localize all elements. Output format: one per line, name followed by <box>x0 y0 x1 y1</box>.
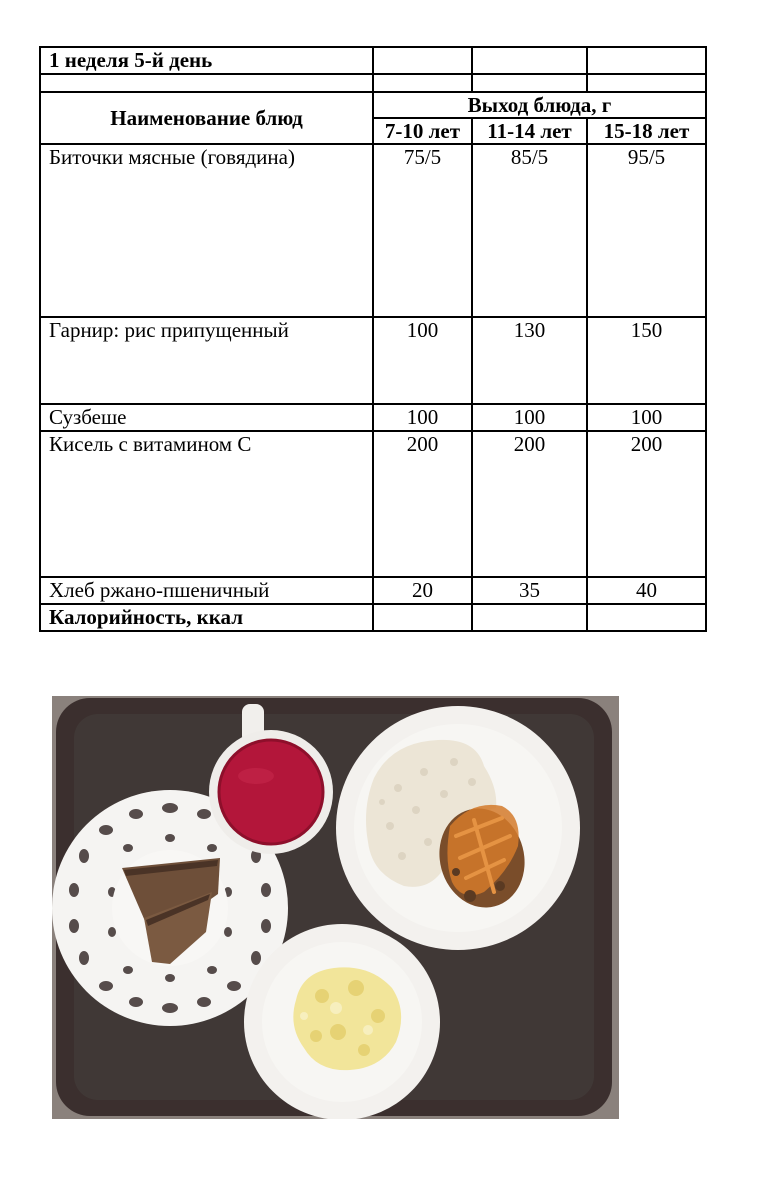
portion-11-14: 100 <box>472 404 587 431</box>
dish-name: Сузбеше <box>40 404 373 431</box>
table-row <box>40 431 706 577</box>
portion-15-18: 100 <box>587 404 706 431</box>
empty-cell <box>587 604 706 631</box>
dish-name-header: Наименование блюд <box>40 92 373 144</box>
portion-11-14: 35 <box>472 577 587 604</box>
portion-7-10: 20 <box>373 577 472 604</box>
portion-15-18: 95/5 <box>587 144 706 317</box>
empty-cell <box>472 47 587 74</box>
portion-7-10: 100 <box>373 404 472 431</box>
age-header-15-18: 15-18 лет <box>587 118 706 144</box>
dish-name: Гарнир: рис припущенный <box>40 317 373 404</box>
meal-tray-photo <box>52 696 619 1119</box>
table-row <box>40 144 706 317</box>
portion-11-14: 85/5 <box>472 144 587 317</box>
empty-cell <box>472 604 587 631</box>
calories-row <box>40 604 706 631</box>
portion-7-10: 200 <box>373 431 472 577</box>
portion-15-18: 200 <box>587 431 706 577</box>
empty-cell <box>373 604 472 631</box>
dish-name: Хлеб ржано-пшеничный <box>40 577 373 604</box>
suzbeshe <box>293 967 401 1070</box>
empty-cell <box>373 74 472 92</box>
calories-label: Калорийность, ккал <box>40 604 373 631</box>
yield-header: Выход блюда, г <box>373 92 706 118</box>
dish-name: Биточки мясные (говядина) <box>40 144 373 317</box>
empty-cell <box>587 47 706 74</box>
portion-7-10: 100 <box>373 317 472 404</box>
table-row <box>40 404 706 431</box>
empty-cell <box>373 47 472 74</box>
portion-11-14: 130 <box>472 317 587 404</box>
empty-cell <box>472 74 587 92</box>
table-row <box>40 317 706 404</box>
dish-name: Кисель с витамином С <box>40 431 373 577</box>
age-header-7-10: 7-10 лет <box>373 118 472 144</box>
title-row <box>40 47 706 74</box>
rice-cutlet-plate <box>336 706 580 950</box>
blank-row <box>40 74 706 92</box>
header-row-yield <box>40 92 706 118</box>
portion-11-14: 200 <box>472 431 587 577</box>
empty-cell <box>40 74 373 92</box>
portion-15-18: 40 <box>587 577 706 604</box>
portion-7-10: 75/5 <box>373 144 472 317</box>
menu-table <box>39 46 707 632</box>
empty-cell <box>587 74 706 92</box>
table-row <box>40 577 706 604</box>
menu-day-title: 1 неделя 5-й день <box>40 47 373 74</box>
portion-15-18: 150 <box>587 317 706 404</box>
suzbeshe-plate <box>244 924 440 1119</box>
age-header-11-14: 11-14 лет <box>472 118 587 144</box>
